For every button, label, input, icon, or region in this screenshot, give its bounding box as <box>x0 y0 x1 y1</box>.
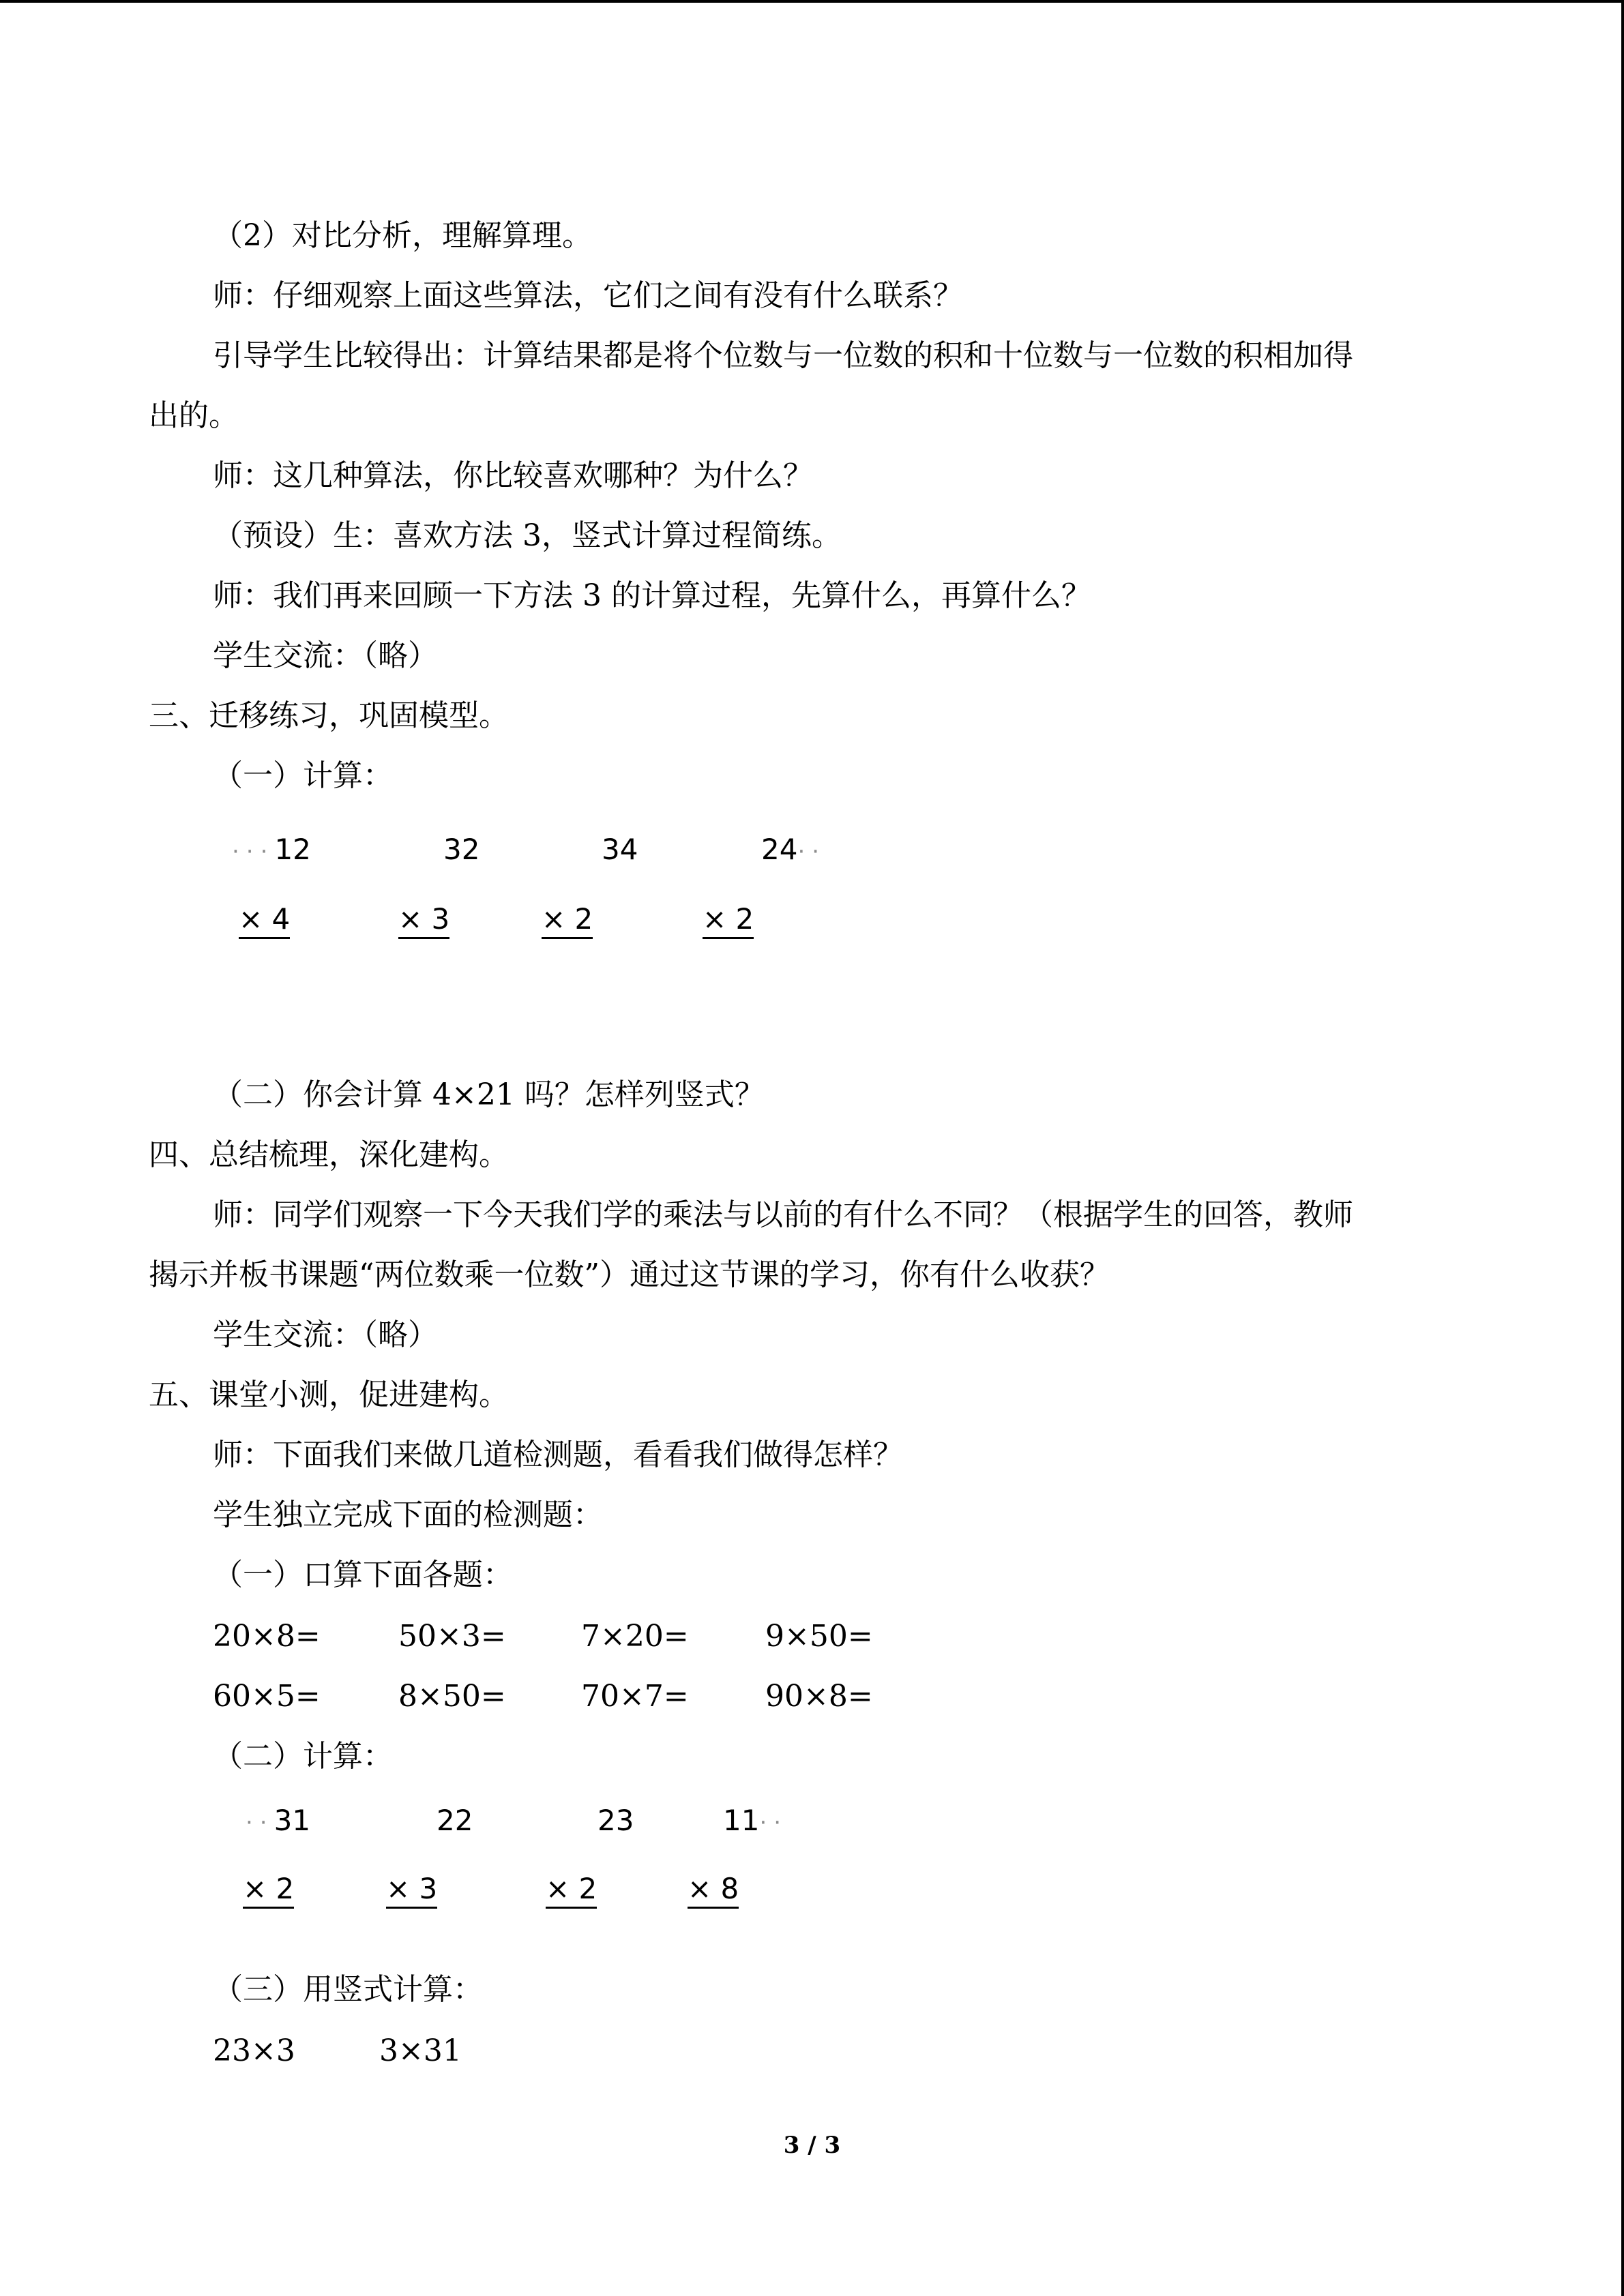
oral-item: 8×50= <box>398 1679 506 1714</box>
paragraph: 师：下面我们来做几道检测题，看看我们做得怎样？ <box>213 1437 903 1472</box>
arith-top: ··31 <box>246 1804 311 1837</box>
section-heading: 三、迁移练习，巩固模型。 <box>149 698 509 733</box>
page-top-border <box>0 0 1624 3</box>
paragraph: 学生独立完成下面的检测题： <box>213 1497 603 1532</box>
arith-top: 24·· <box>761 833 827 866</box>
oral-item: 7×20= <box>581 1619 689 1654</box>
arith-top: 22 <box>437 1804 473 1837</box>
paragraph: 出的。 <box>149 398 239 433</box>
page-number: 3 / 3 <box>783 2132 841 2159</box>
paragraph: 揭示并板书课题“两位数乘一位数”）通过这节课的学习，你有什么收获？ <box>149 1257 1110 1292</box>
vertical-item: 23×3 <box>213 2033 295 2068</box>
arith-bottom: × 2 <box>546 1870 597 1908</box>
arith-top: 23 <box>597 1804 634 1837</box>
paragraph: （二）你会计算 4×21 吗？怎样列竖式？ <box>213 1077 765 1112</box>
oral-item: 9×50= <box>765 1619 873 1654</box>
arith-bottom: × 8 <box>688 1870 739 1908</box>
oral-item: 60×5= <box>213 1679 321 1714</box>
paragraph: 引导学生比较得出：计算结果都是将个位数与一位数的积和十位数与一位数的积相加得 <box>213 338 1353 373</box>
paragraph: 师：这几种算法，你比较喜欢哪种？为什么？ <box>213 458 813 493</box>
arith-bottom: × 3 <box>398 900 449 938</box>
arith-bottom: × 2 <box>243 1870 294 1908</box>
paragraph: 师：我们再来回顾一下方法 3 的计算过程，先算什么，再算什么？ <box>213 578 1091 613</box>
paragraph: 师：同学们观察一下今天我们学的乘法与以前的有什么不同？（根据学生的回答，教师 <box>213 1197 1353 1232</box>
oral-item: 90×8= <box>765 1679 873 1714</box>
page-right-border <box>1621 0 1624 2296</box>
paragraph: 师：仔细观察上面这些算法，它们之间有没有什么联系？ <box>213 278 963 313</box>
paragraph: （三）用竖式计算： <box>213 1972 483 2007</box>
section-heading: 五、课堂小测，促进建构。 <box>149 1377 509 1412</box>
oral-item: 70×7= <box>581 1679 689 1714</box>
vertical-item: 3×31 <box>379 2033 462 2068</box>
paragraph: （一）口算下面各题： <box>213 1557 513 1592</box>
arith-top: 34 <box>602 833 638 866</box>
paragraph: （一）计算： <box>213 758 393 793</box>
oral-item: 50×3= <box>398 1619 506 1654</box>
arith-bottom: × 2 <box>703 900 754 938</box>
arith-top: 32 <box>443 833 480 866</box>
oral-item: 20×8= <box>213 1619 321 1654</box>
paragraph: （预设）生：喜欢方法 3，竖式计算过程简练。 <box>213 518 842 553</box>
arith-top: ···12 <box>232 833 311 866</box>
paragraph: （二）计算： <box>213 1739 393 1774</box>
arith-bottom: × 4 <box>239 900 290 938</box>
arith-bottom: × 2 <box>542 900 593 938</box>
section-heading: 四、总结梳理，深化建构。 <box>149 1137 509 1172</box>
arith-top: 11·· <box>723 1804 788 1837</box>
paragraph: 学生交流：（略） <box>213 1317 438 1352</box>
arith-bottom: × 3 <box>386 1870 437 1908</box>
paragraph: 学生交流：（略） <box>213 638 438 673</box>
paragraph: （2）对比分析，理解算理。 <box>213 218 592 253</box>
